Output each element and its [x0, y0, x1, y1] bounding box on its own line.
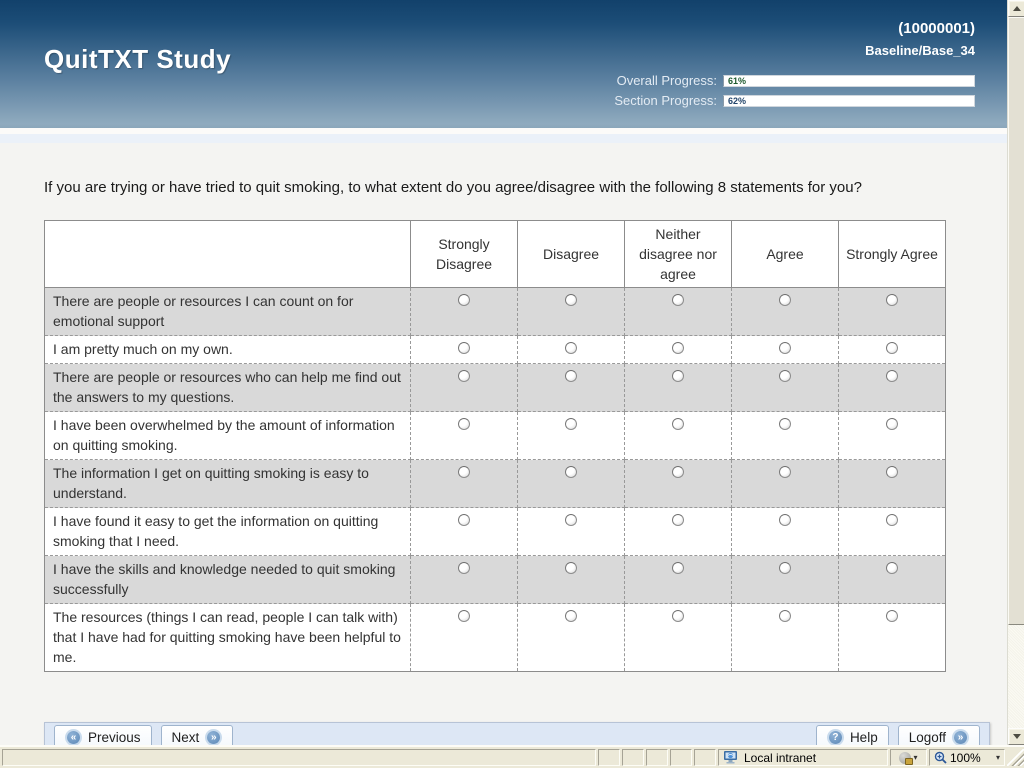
table-row — [45, 288, 946, 336]
radio-button[interactable] — [886, 418, 898, 430]
table-row — [45, 336, 946, 364]
radio-cell[interactable] — [411, 364, 518, 412]
radio-button[interactable] — [886, 562, 898, 574]
column-header-neither: Neither disagree nor agree — [625, 221, 732, 288]
radio-button[interactable] — [565, 418, 577, 430]
radio-button[interactable] — [458, 562, 470, 574]
radio-button[interactable] — [779, 514, 791, 526]
section-progress-row — [614, 93, 975, 108]
radio-button[interactable] — [886, 466, 898, 478]
radio-cell[interactable] — [839, 556, 946, 604]
radio-button[interactable] — [779, 370, 791, 382]
radio-cell[interactable] — [411, 556, 518, 604]
previous-arrows-icon: « — [67, 731, 80, 744]
overall-progress-row — [617, 73, 975, 88]
radio-button[interactable] — [886, 294, 898, 306]
vertical-scrollbar[interactable] — [1007, 0, 1024, 745]
next-button[interactable] — [161, 725, 234, 745]
radio-cell[interactable] — [518, 412, 625, 460]
statement-text: I have found it easy to get the information on quitting smoking that I need. — [45, 508, 411, 556]
next-arrows-icon: » — [207, 731, 220, 744]
radio-cell[interactable] — [625, 412, 732, 460]
navigation-bar — [44, 722, 990, 745]
status-pane — [670, 749, 692, 766]
status-pane — [694, 749, 716, 766]
radio-cell[interactable] — [839, 460, 946, 508]
help-button[interactable] — [816, 725, 889, 745]
radio-cell[interactable] — [625, 288, 732, 336]
protected-mode-pane[interactable] — [890, 749, 927, 766]
scroll-down-button[interactable] — [1008, 728, 1024, 745]
radio-cell[interactable] — [518, 460, 625, 508]
right-button-group — [816, 725, 980, 745]
radio-cell[interactable] — [518, 336, 625, 364]
radio-button[interactable] — [565, 610, 577, 622]
table-row — [45, 604, 946, 672]
radio-button[interactable] — [565, 514, 577, 526]
help-question-icon: ? — [829, 731, 842, 744]
radio-cell[interactable] — [839, 364, 946, 412]
section-progress-value: 62% — [728, 95, 747, 106]
radio-cell[interactable] — [839, 604, 946, 672]
statement-text: The information I get on quitting smoking is easy to understand. — [45, 460, 411, 508]
local-intranet-icon — [723, 751, 739, 764]
radio-button[interactable] — [672, 418, 684, 430]
security-zone-pane — [718, 749, 888, 766]
participant-id: (10000001) — [898, 20, 975, 37]
section-progress-bar — [723, 95, 975, 107]
page-title: QuitTXT Study — [44, 44, 232, 74]
radio-cell[interactable] — [625, 604, 732, 672]
radio-cell[interactable] — [625, 508, 732, 556]
arrow-down-icon — [1013, 734, 1021, 739]
radio-button[interactable] — [672, 342, 684, 354]
question-text: If you are trying or have tried to quit smoking, to what extent do you agree/disagree with the following 8 statements for you? — [44, 179, 862, 196]
security-lock-icon — [899, 752, 911, 764]
radio-button[interactable] — [565, 370, 577, 382]
statement-text: I have the skills and knowledge needed to quit smoking successfully — [45, 556, 411, 604]
next-button-label: Next — [171, 729, 200, 745]
radio-button[interactable] — [565, 562, 577, 574]
magnifier-zoom-icon — [934, 751, 947, 764]
radio-cell[interactable] — [411, 604, 518, 672]
statement-text: There are people or resources who can help me find out the answers to my questions. — [45, 364, 411, 412]
statement-text: The resources (things I can read, people I can talk with) that I have had for quitting smoking have been helpful to me. — [45, 604, 411, 672]
status-pane — [646, 749, 668, 766]
radio-cell[interactable] — [518, 604, 625, 672]
radio-button[interactable] — [886, 610, 898, 622]
radio-button[interactable] — [886, 370, 898, 382]
radio-cell[interactable] — [732, 556, 839, 604]
radio-cell[interactable] — [411, 412, 518, 460]
chevron-down-icon: ▾ — [995, 753, 1000, 762]
radio-cell[interactable] — [839, 508, 946, 556]
zoom-level-label: 100% — [950, 750, 981, 765]
radio-button[interactable] — [886, 514, 898, 526]
previous-button-label: Previous — [88, 729, 141, 745]
radio-cell[interactable] — [732, 288, 839, 336]
logoff-button[interactable] — [898, 725, 980, 745]
radio-button[interactable] — [458, 418, 470, 430]
radio-button[interactable] — [672, 370, 684, 382]
statement-text: I am pretty much on my own. — [45, 336, 411, 364]
session-name: Baseline/Base_34 — [865, 43, 975, 58]
section-progress-label: Section Progress: — [614, 93, 717, 108]
help-button-label: Help — [849, 729, 878, 745]
radio-button[interactable] — [672, 466, 684, 478]
radio-button[interactable] — [565, 342, 577, 354]
radio-button[interactable] — [458, 342, 470, 354]
radio-button[interactable] — [458, 294, 470, 306]
radio-button[interactable] — [779, 294, 791, 306]
statement-text: There are people or resources I can count on for emotional support — [45, 288, 411, 336]
table-header-row — [45, 221, 946, 288]
chevron-down-icon: ▾ — [913, 753, 918, 762]
column-header-disagree: Disagree — [518, 221, 625, 288]
column-header-blank — [45, 221, 411, 288]
radio-cell[interactable] — [625, 460, 732, 508]
previous-button[interactable] — [54, 725, 152, 745]
statement-text: I have been overwhelmed by the amount of information on quitting smoking. — [45, 412, 411, 460]
radio-cell[interactable] — [839, 288, 946, 336]
radio-cell[interactable] — [732, 336, 839, 364]
zoom-pane[interactable] — [929, 749, 1005, 766]
status-message-pane — [2, 749, 596, 766]
radio-cell[interactable] — [411, 336, 518, 364]
radio-button[interactable] — [779, 610, 791, 622]
overall-progress-bar — [723, 75, 975, 87]
radio-cell[interactable] — [625, 556, 732, 604]
radio-cell[interactable] — [732, 604, 839, 672]
radio-button[interactable] — [779, 418, 791, 430]
radio-button[interactable] — [458, 370, 470, 382]
radio-button[interactable] — [779, 466, 791, 478]
table-row — [45, 412, 946, 460]
radio-cell[interactable] — [411, 288, 518, 336]
radio-cell[interactable] — [839, 336, 946, 364]
status-pane — [622, 749, 644, 766]
radio-button[interactable] — [672, 294, 684, 306]
zone-label: Local intranet — [744, 750, 817, 765]
radio-button[interactable] — [886, 342, 898, 354]
scroll-up-button[interactable] — [1008, 0, 1024, 17]
radio-button[interactable] — [672, 562, 684, 574]
arrow-up-icon — [1013, 6, 1021, 11]
radio-button[interactable] — [458, 466, 470, 478]
overall-progress-value: 61% — [728, 75, 747, 86]
status-pane — [598, 749, 620, 766]
radio-button[interactable] — [565, 466, 577, 478]
table-row — [45, 556, 946, 604]
radio-cell[interactable] — [518, 508, 625, 556]
status-bar — [0, 745, 1024, 768]
table-row — [45, 460, 946, 508]
logoff-button-label: Logoff — [908, 729, 946, 745]
page-header — [0, 0, 1007, 128]
table-row — [45, 364, 946, 412]
header-divider-blue — [0, 134, 1007, 143]
column-header-strongly-agree: Strongly Agree — [839, 221, 946, 288]
radio-button[interactable] — [458, 514, 470, 526]
logoff-arrows-icon: » — [954, 731, 967, 744]
radio-cell[interactable] — [732, 364, 839, 412]
radio-cell[interactable] — [518, 288, 625, 336]
overall-progress-label: Overall Progress: — [616, 73, 717, 88]
radio-cell[interactable] — [518, 556, 625, 604]
resize-grip[interactable] — [1007, 749, 1024, 766]
radio-cell[interactable] — [625, 364, 732, 412]
radio-cell[interactable] — [732, 460, 839, 508]
scrollbar-thumb[interactable] — [1008, 17, 1024, 625]
radio-cell[interactable] — [839, 412, 946, 460]
radio-button[interactable] — [672, 610, 684, 622]
radio-button[interactable] — [672, 514, 684, 526]
radio-cell[interactable] — [518, 364, 625, 412]
column-header-strongly-disagree: Strongly Disagree — [411, 221, 518, 288]
radio-cell[interactable] — [411, 508, 518, 556]
table-row — [45, 508, 946, 556]
column-header-agree: Agree — [732, 221, 839, 288]
radio-cell[interactable] — [625, 336, 732, 364]
radio-cell[interactable] — [732, 412, 839, 460]
radio-cell[interactable] — [411, 460, 518, 508]
likert-table — [44, 220, 946, 672]
radio-button[interactable] — [458, 610, 470, 622]
radio-button[interactable] — [779, 342, 791, 354]
radio-button[interactable] — [565, 294, 577, 306]
radio-cell[interactable] — [732, 508, 839, 556]
radio-button[interactable] — [779, 562, 791, 574]
